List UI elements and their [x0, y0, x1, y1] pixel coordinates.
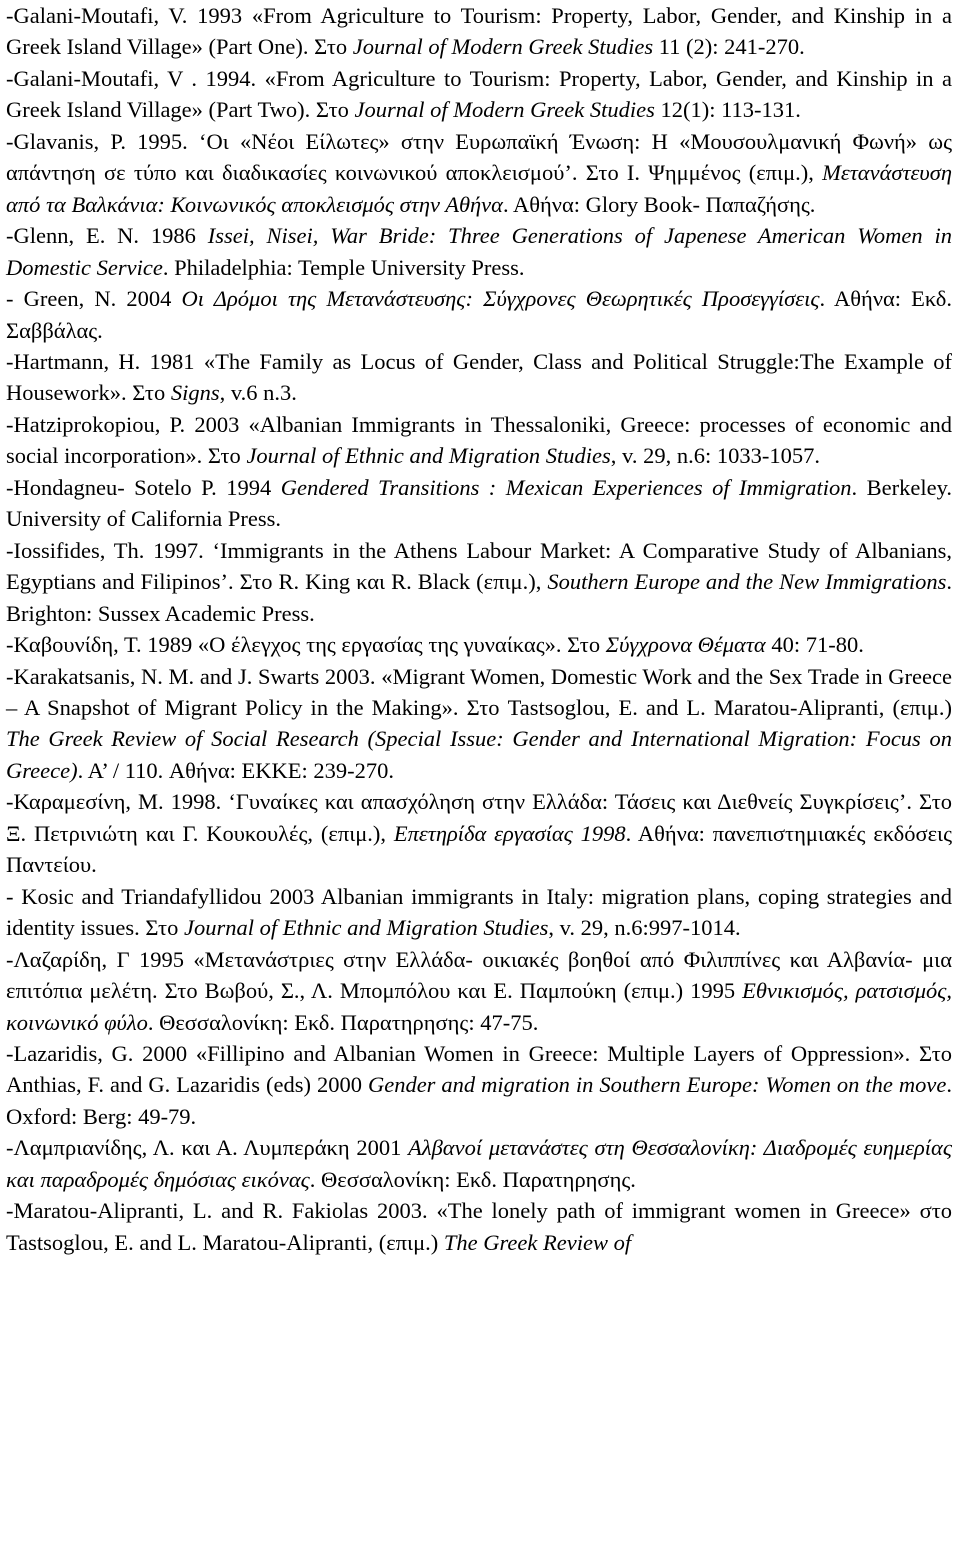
reference-entry [6, 126, 952, 220]
reference-text: . Αθήνα: Glory Book- Παπαζήσης. [502, 191, 816, 217]
reference-text: . Berkeley. University of California Press. [6, 474, 953, 532]
reference-entry [6, 661, 952, 787]
reference-entry [6, 0, 952, 63]
reference-title: Southern Europe and the New Immigrations [547, 569, 947, 595]
reference-text: -Καβουνίδη, Τ. 1989 «Ο έλεγχος της εργασίας της γυναίκας». Στο [6, 632, 606, 658]
reference-text: . Brighton: Sussex Academic Press. [6, 569, 952, 626]
reference-entry [6, 944, 952, 1038]
reference-text: -Λαζαρίδη, Γ 1995 «Μετανάστριες στην Ελλάδα- οικιακές βοηθοί από Φιλιππίνες και Αλβανία- μια επιτόπια μελέτη. Στο Βωβού, Σ., Λ. Μπομπόλου και Ε. Παμπούκη (επιμ.) 1995 [6, 946, 952, 1004]
reference-text: . Αθήνα: πανεπιστημιακές εκδόσεις Παντείου. [6, 820, 953, 878]
reference-text: 11 (2): 241-270. [653, 34, 805, 60]
reference-title: Οι Δρόμοι της Μετανάστευσης: Σύγχρονες Θεωρητικές Προσεγγίσεις [181, 286, 820, 312]
reference-text: 12(1): 113-131. [654, 97, 801, 123]
reference-text: -Glavanis, P. 1995. ‘Οι «Νέοι Είλωτες» στην Ευρωπαϊκή Ένωση: Η «Μουσουλμανική Φωνή» ως απάντηση σε τύπο και διαδικασίες κοινωνικού αποκλεισμού’. Στο Ι. Ψημμένος (επιμ.), [6, 128, 952, 186]
reference-title: Journal of Ethnic and Migration Studies [246, 443, 611, 469]
reference-text: -Lazaridis, G. 2000 «Fillipino and Albanian Women in Greece: Multiple Layers of Oppression». Στο Anthias, F. and G. Lazaridis (eds) 2000 [6, 1040, 952, 1098]
reference-title: Gendered Transitions : Mexican Experiences of Immigration [280, 474, 852, 500]
reference-entry [6, 1195, 952, 1258]
reference-text: . Αθήνα: Εκδ. Σαββάλας. [6, 286, 952, 343]
reference-title: Signs [170, 380, 220, 406]
reference-text: -Maratou-Alipranti, L. and R. Fakiolas 2003. «The lonely path of immigrant women in Greece» στο Tastsoglou, E. and L. Maratou-Alipranti, (επιμ.) [6, 1198, 952, 1255]
reference-text: , v. 29, n.6:997-1014. [548, 915, 741, 941]
reference-entry [6, 1132, 952, 1195]
reference-text: -Glenn, E. N. 1986 [6, 223, 208, 249]
reference-text: -Λαμπριανίδης, Λ. και Α. Λυμπεράκη 2001 [6, 1135, 409, 1161]
reference-title: Journal of Modern Greek Studies [354, 97, 655, 123]
reference-title: Αλβανοί μετανάστες στη Θεσσαλονίκη: Διαδρομές ευημερίας και παραδρομές δημόσιας εικόνας [6, 1135, 952, 1192]
reference-title: Issei, Nisei, War Bride: Three Generations of Japenese American Women in Domestic Service [6, 223, 952, 280]
reference-text: -Hondagneu- Sotelo P. 1994 [6, 474, 281, 500]
reference-entry [6, 409, 952, 472]
reference-text: - Green, N. 2004 [6, 286, 182, 312]
reference-entry [6, 283, 952, 346]
reference-entry [6, 881, 952, 944]
reference-title: Σύγχρονα Θέματα [605, 632, 766, 658]
reference-entry [6, 535, 952, 629]
reference-entry [6, 786, 952, 880]
reference-text: . Philadelphia: Temple University Press. [162, 254, 525, 280]
reference-text: -Iossifides, Th. 1997. ‘Immigrants in the Athens Labour Market: A Comparative Study of Albanians, Egyptians and Filipinos’. Στο R. King και R. Black (επιμ.), [6, 537, 952, 595]
reference-text: -Hatziprokopiou, P. 2003 «Albanian Immigrants in Thessaloniki, Greece: processes of economic and social incorporation». Στο [6, 411, 952, 469]
reference-text: , v. 29, n.6: 1033-1057. [610, 443, 820, 469]
reference-text: -Καραμεσίνη, Μ. 1998. ‘Γυναίκες και απασχόληση στην Ελλάδα: Τάσεις και Διεθνείς Συγκρίσεις’. Στο Ξ. Πετρινιώτη και Γ. Κουκουλές, (επιμ.), [6, 789, 952, 846]
reference-entry [6, 629, 952, 660]
reference-text: - Kosic and Triandafyllidou 2003 Albanian immigrants in Italy: migration plans, coping strategies and identity issues. Στο [6, 883, 952, 941]
reference-text: , v.6 n.3. [219, 380, 297, 406]
reference-text: -Hartmann, H. 1981 «The Family as Locus of Gender, Class and Political Struggle:The Example of Housework». Στο [6, 348, 952, 406]
reference-text: -Galani-Moutafi, V. 1993 «From Agriculture to Tourism: Property, Labor, Gender, and Kinship in a Greek Island Village» (Part One). Στο [6, 3, 952, 60]
reference-title: The Greek Review of Social Research (Special Issue: Gender and International Migration: Focus on Greece) [6, 726, 952, 783]
reference-text: -Karakatsanis, N. M. and J. Swarts 2003. «Migrant Women, Domestic Work and the Sex Trade in Greece – A Snapshot of Migrant Policy in the Making». Στο Tastsoglou, E. and L. Maratou-Alipranti, (επιμ.) [6, 663, 952, 720]
reference-entry [6, 1038, 952, 1132]
reference-entry [6, 346, 952, 409]
reference-entry [6, 63, 952, 126]
reference-title: Gender and migration in Southern Europe: Women on the move [367, 1072, 947, 1098]
reference-text: 40: 71-80. [765, 632, 864, 658]
reference-entry [6, 472, 952, 535]
reference-title: Επετηρίδα εργασίας 1998 [393, 820, 626, 846]
reference-text: . A’ / 110. Αθήνα: ΕΚΚΕ: 239-270. [77, 757, 394, 783]
reference-entry [6, 220, 952, 283]
reference-text: -Galani-Moutafi, V . 1994. «From Agriculture to Tourism: Property, Labor, Gender, and Kinship in a Greek Island Village» (Part Two). Στο [6, 65, 952, 123]
reference-title: Journal of Ethnic and Migration Studies [183, 915, 549, 941]
reference-title: Μετανάστευση από τα Βαλκάνια: Κοινωνικός αποκλεισμός στην Αθήνα [6, 160, 952, 217]
reference-text: . Oxford: Berg: 49-79. [6, 1072, 953, 1129]
reference-title: The Greek Review of [443, 1229, 632, 1255]
reference-title: Journal of Modern Greek Studies [352, 34, 654, 60]
reference-title: Εθνικισμός, ρατσισμός, κοινωνικό φύλο [6, 978, 953, 1035]
reference-text: . Θεσσαλονίκη: Εκδ. Παρατηρησης: 47-75. [147, 1009, 539, 1035]
reference-text: . Θεσσαλονίκη: Εκδ. Παρατηρησης. [309, 1166, 636, 1192]
